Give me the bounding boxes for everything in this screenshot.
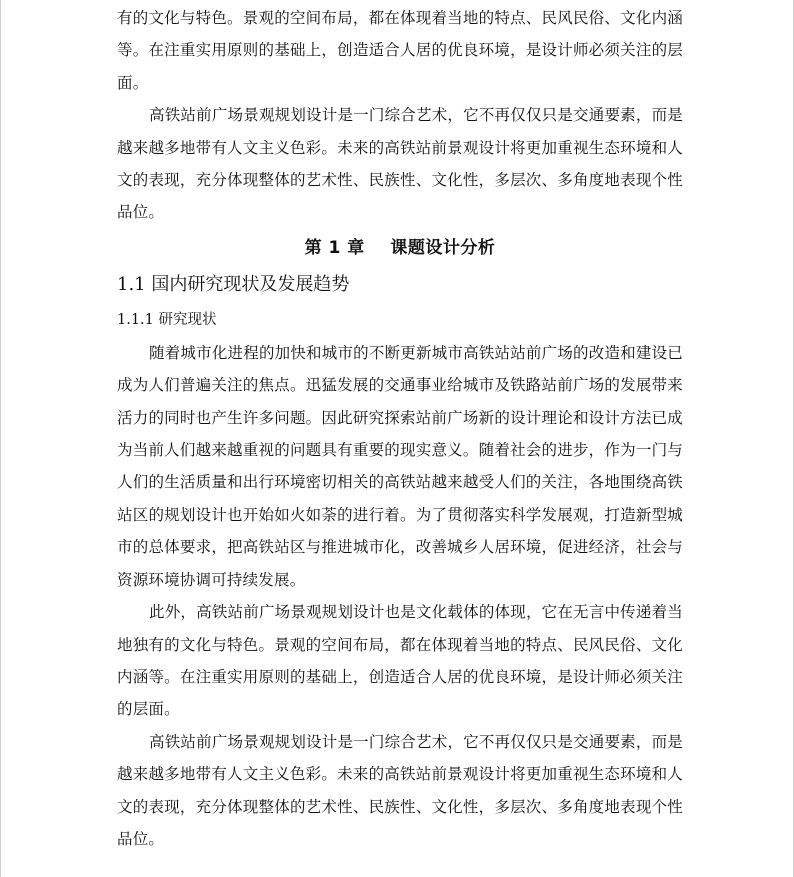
page-content [117, 2, 683, 855]
section-heading: 1.1 国内研究现状及发展趋势 [117, 273, 350, 295]
intro-paragraph: 高铁站前广场景观规划设计是一门综合艺术，它不再仅仅只是交通要素，而是越来越多地带有人文主义色彩。未来的高铁站前景观设计将更加重视生态环境和人文的表现，充分体现整体的艺术性、民族性、文化性，多层次、多角度地表现个性品位。 [117, 106, 683, 222]
chapter-heading [117, 233, 683, 263]
body-paragraph-1: 随着城市化进程的加快和城市的不断更新城市高铁站站前广场的改造和建设已成为人们普遍关注的焦点。迅猛发展的交通事业给城市及铁路站前广场的发展带来活力的同时也产生许多问题。因此研究探索站前广场新的设计理论和设计方法已成为当前人们越来越重视的问题具有重要的现实意义。随着社会的进步，作为一门与人们的生活质量和出行环境密切相关的高铁站越来越受人们的关注，各地围绕高铁站区的规划设计也开始如火如荼的进行着。为了贯彻落实科学发展观，打造新型城市的总体要求，把高铁站区与推进城市化，改善城乡人居环境，促进经济，社会与资源环境协调可持续发展。 [117, 343, 683, 589]
body-paragraph-3: 高铁站前广场景观规划设计是一门综合艺术，它不再仅仅只是交通要素，而是越来越多地带有人文主义色彩。未来的高铁站前景观设计将更加重视生态环境和人文的表现，充分体现整体的艺术性、民族性、文化性，多层次、多角度地表现个性品位。 [117, 732, 683, 848]
body-paragraph-2: 此外，高铁站前广场景观规划设计也是文化载体的体现，它在无言中传递着当地独有的文化与特色。景观的空间布局，都在体现着当地的特点、民风民俗、文化内涵等。在注重实用原则的基础上，创造适合人居的优良环境，是设计师必须关注的层面。 [117, 603, 683, 719]
subsection-heading: 1.1.1 研究现状 [117, 311, 217, 328]
intro-paragraph-continued: 有的文化与特色。景观的空间布局，都在体现着当地的特点、民风民俗、文化内涵等。在注重实用原则的基础上，创造适合人居的优良环境，是设计师必须关注的层面。 [117, 9, 683, 92]
chapter-number: 第 1 章 [304, 237, 365, 258]
chapter-title: 课题设计分析 [390, 237, 496, 258]
